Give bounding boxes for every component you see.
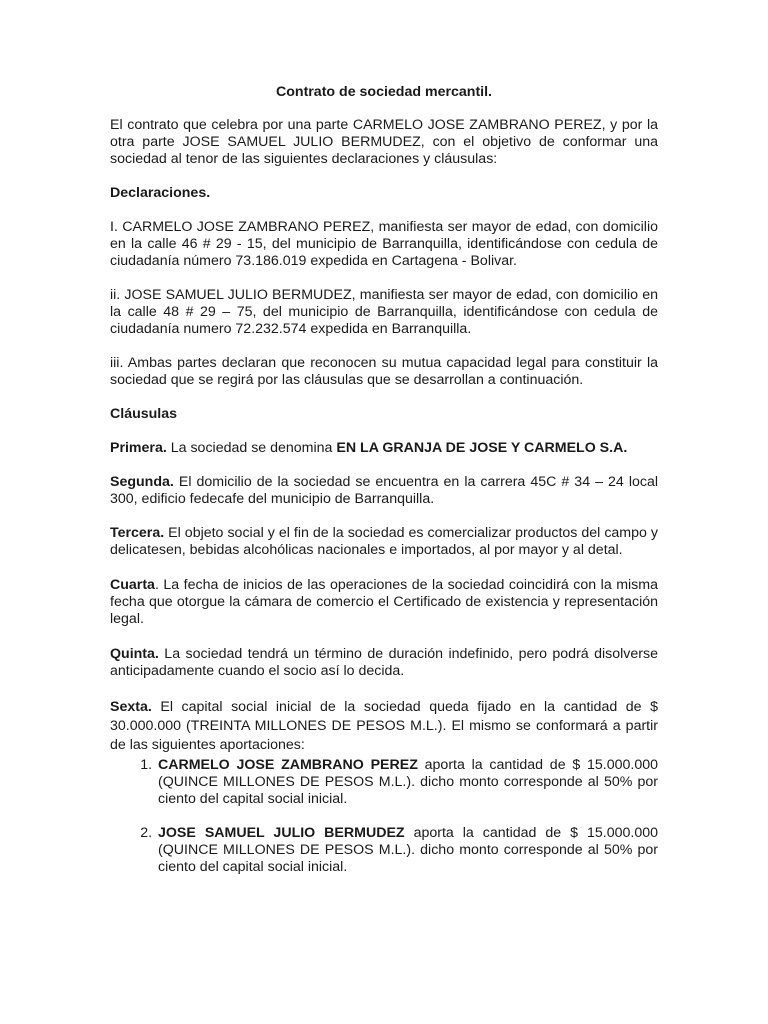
clausula-text: La sociedad se denomina bbox=[166, 440, 337, 456]
socio-name: CARMELO JOSE ZAMBRANO PEREZ bbox=[158, 757, 418, 773]
clausula-sexta bbox=[110, 698, 658, 755]
company-name: EN LA GRANJA DE JOSE Y CARMELO S.A. bbox=[336, 440, 628, 456]
aporte-text: aporta la cantidad de $ 15.000.000 (QUINCE MILLONES DE PESOS M.L.). dicho monto corresponde al 50% por ciento del capital social inicial. bbox=[158, 825, 658, 875]
clausula-quinta bbox=[110, 646, 658, 680]
document-title: Contrato de sociedad mercantil. bbox=[275, 84, 492, 100]
declaraciones-heading: Declaraciones. bbox=[110, 185, 211, 201]
aporte-item bbox=[156, 825, 658, 876]
clausula-text: El domicilio de la sociedad se encuentra en la carrera 45C # 34 – 24 local 300, edificio fedecafe del municipio de Barranquilla. bbox=[110, 474, 658, 507]
clausula-text: La sociedad tendrá un término de duración indefinido, pero podrá disolverse anticipadamente cuando el socio así lo decida. bbox=[110, 646, 658, 679]
socio-name: JOSE SAMUEL JULIO BERMUDEZ bbox=[158, 825, 405, 841]
clausula-segunda bbox=[110, 474, 658, 508]
document-page bbox=[110, 84, 658, 876]
aporte-text: aporta la cantidad de $ 15.000.000 (QUINCE MILLONES DE PESOS M.L.). dicho monto corresponde al 50% por ciento del capital social inicial. bbox=[158, 757, 658, 807]
clausula-label: Tercera. bbox=[110, 525, 165, 541]
clausula-label: Cuarta bbox=[110, 577, 155, 593]
clausula-primera bbox=[110, 440, 658, 457]
aportes-list bbox=[110, 757, 658, 876]
declaracion-item: I. CARMELO JOSE ZAMBRANO PEREZ, manifiesta ser mayor de edad, con domicilio en la calle 46 # 29 - 15, del municipio de Barranquilla, identificándose con cedula de ciudadanía número 73.186.019 expedida en Cartagena - Bolivar. bbox=[110, 219, 658, 269]
aporte-item bbox=[156, 757, 658, 808]
clausulas-heading: Cláusulas bbox=[110, 406, 178, 422]
clausula-text: . La fecha de inicios de las operaciones de la sociedad coincidirá con la misma fecha que otorgue la cámara de comercio el Certificado de existencia y representación legal. bbox=[110, 577, 658, 627]
clausula-tercera bbox=[110, 525, 658, 559]
clausula-text: El objeto social y el fin de la sociedad es comercializar productos del campo y delicatesen, bebidas alcohólicas nacionales e importados, al por mayor y al detal. bbox=[110, 525, 658, 558]
clausula-cuarta bbox=[110, 577, 658, 628]
declaracion-item: iii. Ambas partes declaran que reconocen su mutua capacidad legal para constituir la sociedad que se regirá por las cláusulas que se desarrollan a continuación. bbox=[110, 355, 658, 388]
clausula-label: Primera. bbox=[110, 440, 167, 456]
clausula-label: Quinta. bbox=[110, 646, 159, 662]
clausula-label: Segunda. bbox=[110, 474, 174, 490]
intro-paragraph: El contrato que celebra por una parte CARMELO JOSE ZAMBRANO PEREZ, y por la otra parte JOSE SAMUEL JULIO BERMUDEZ, con el objetivo de conformar una sociedad al tenor de las siguientes declaraciones y cláusulas: bbox=[110, 117, 658, 167]
clausula-text: El capital social inicial de la sociedad queda fijado en la cantidad de $ 30.000.000 (TREINTA MILLONES DE PESOS M.L.). El mismo se conformará a partir de las siguientes aportaciones: bbox=[110, 699, 658, 753]
declaracion-item: ii. JOSE SAMUEL JULIO BERMUDEZ, manifiesta ser mayor de edad, con domicilio en la calle 48 # 29 – 75, del municipio de Barranquilla, identificándose con cedula de ciudadanía numero 72.232.574 expedida en Barranquilla. bbox=[110, 287, 658, 337]
clausula-label: Sexta. bbox=[110, 699, 152, 715]
